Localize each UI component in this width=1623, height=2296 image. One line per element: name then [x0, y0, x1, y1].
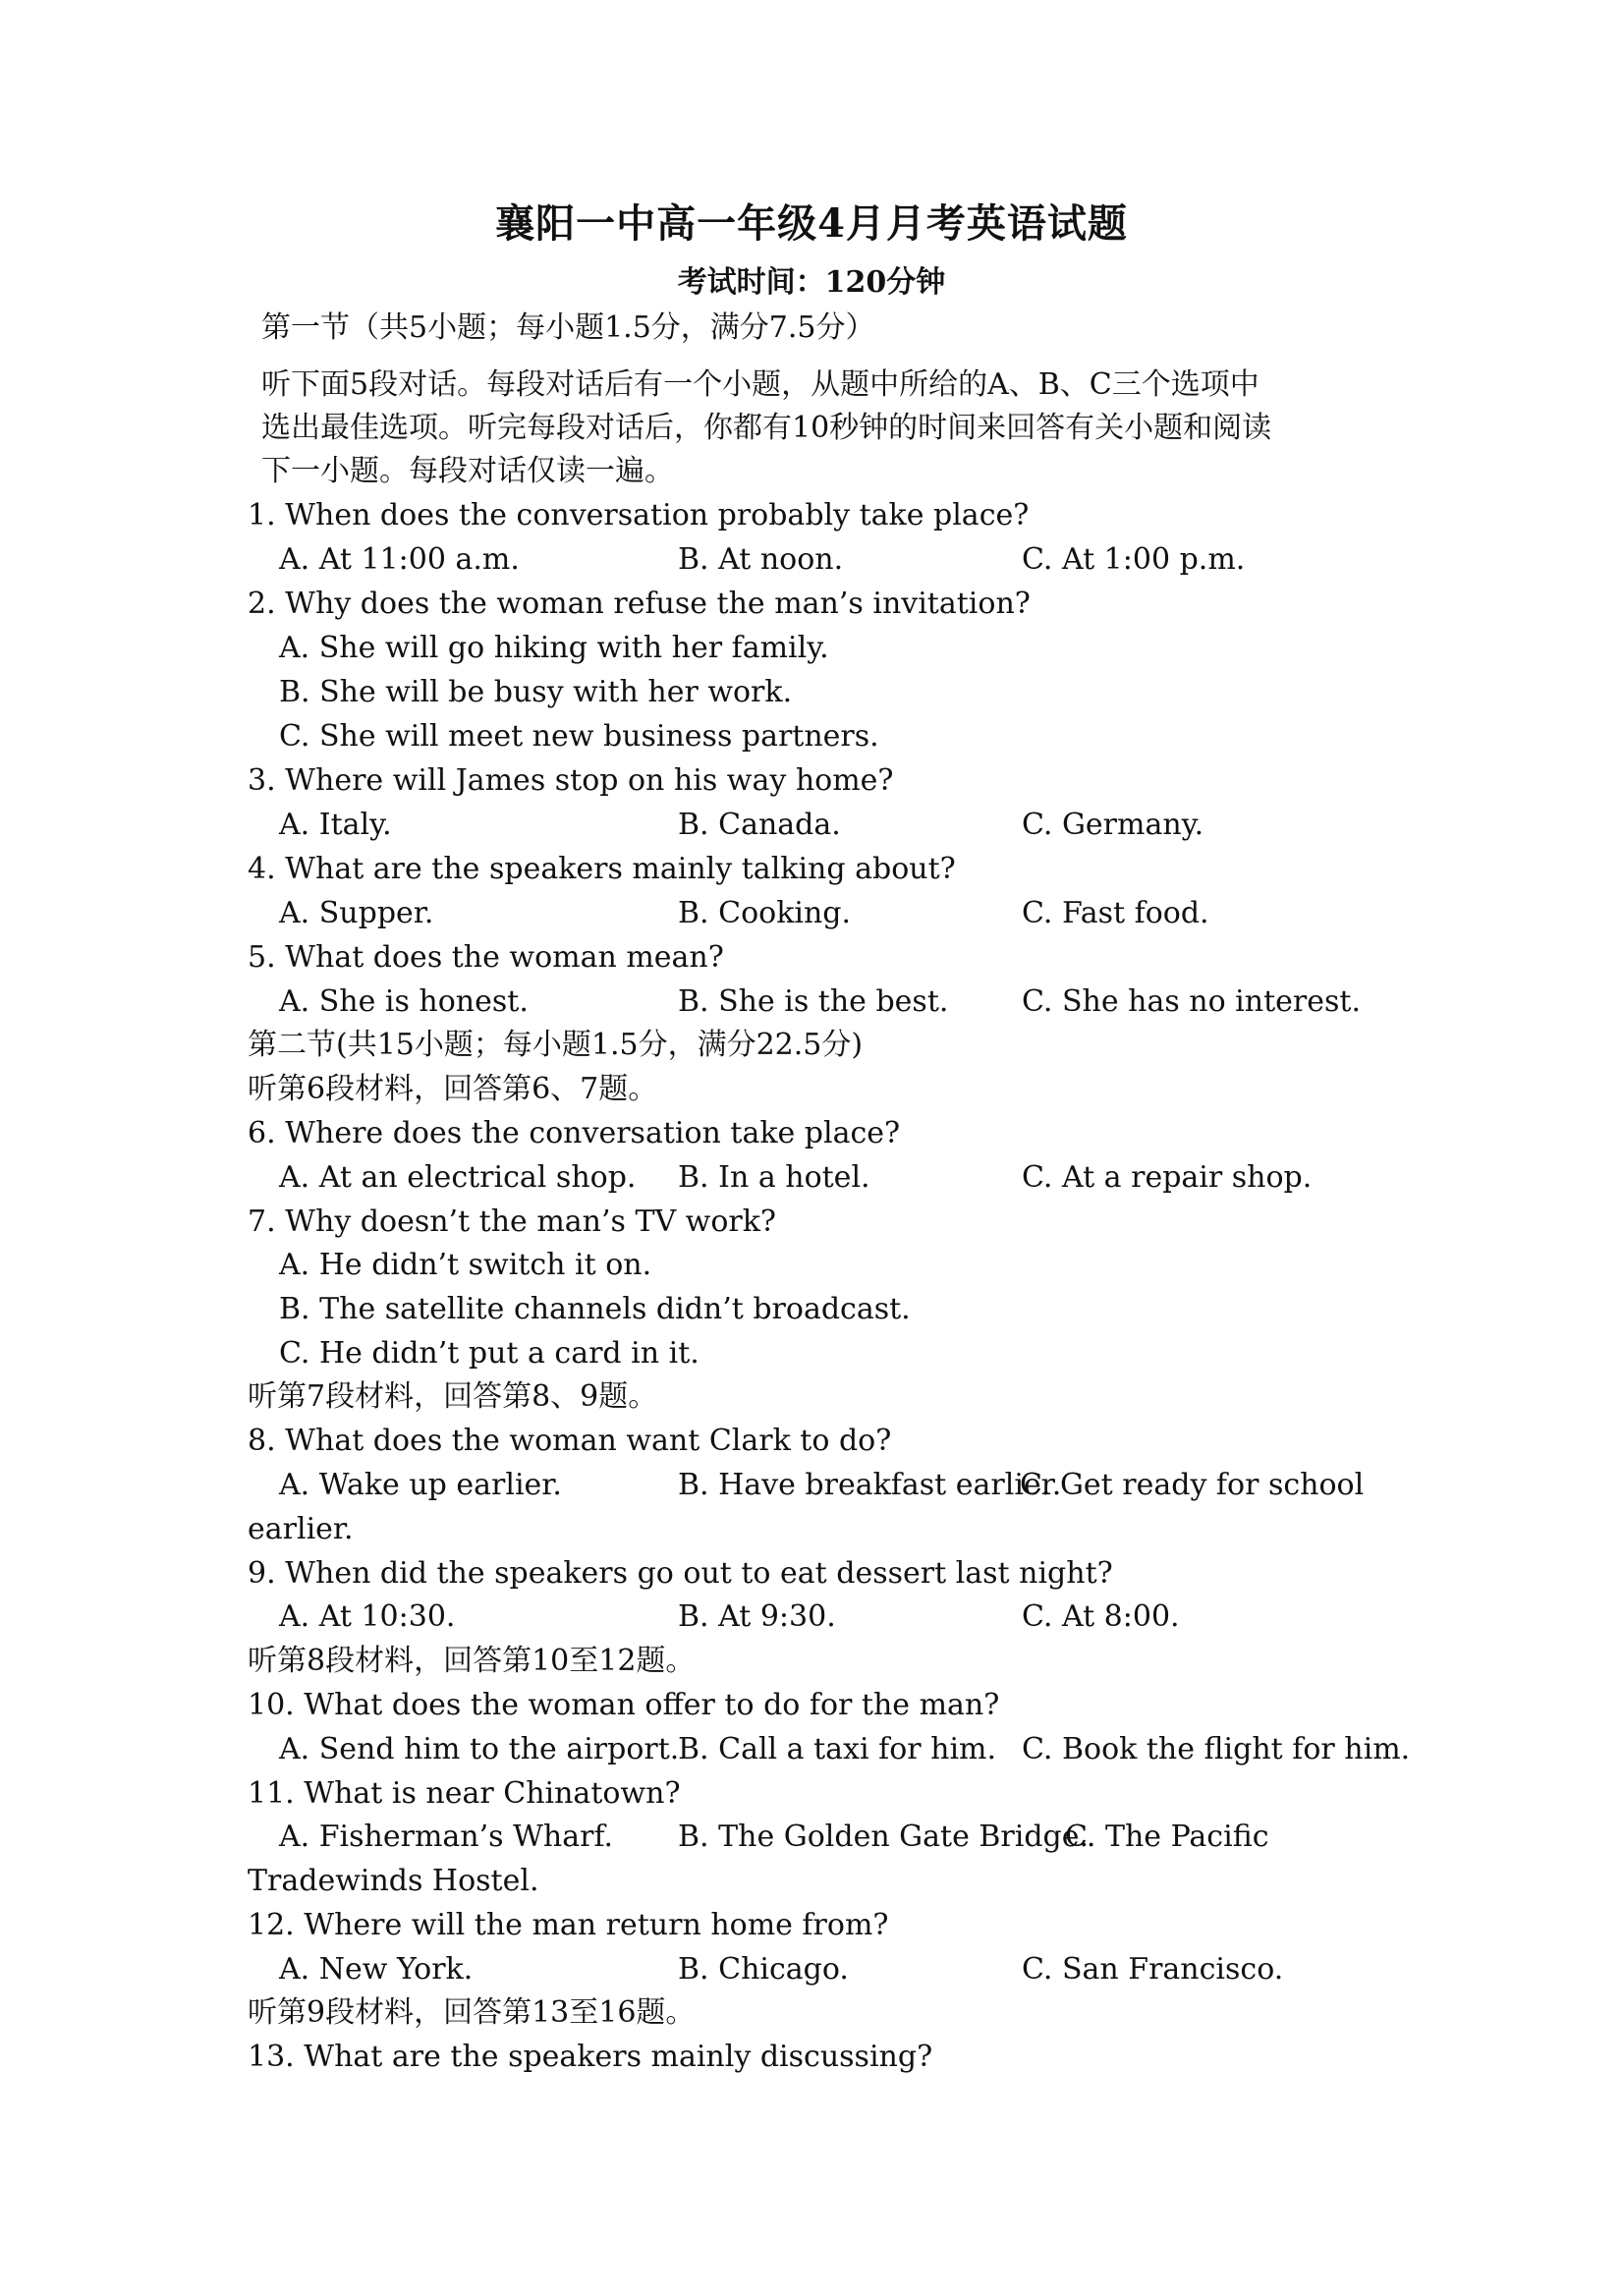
option-b: B. In a hotel. [678, 1160, 870, 1195]
question-stem: 2. Why does the woman refuse the man’s invitation? [248, 587, 1031, 621]
option-b: B. Call a taxi for him. [678, 1732, 997, 1766]
material-heading: 听第7段材料，回答第8、9题。 [248, 1379, 658, 1414]
section2-heading: 第二节(共15小题；每小题1.5分，满分22.5分) [248, 1028, 864, 1062]
option-a: A. Italy. [279, 808, 392, 842]
material-heading: 听第6段材料，回答第6、7题。 [248, 1072, 658, 1106]
question-stem: 12. Where will the man return home from? [248, 1908, 889, 1942]
instruction-line: 下一小题。每段对话仅读一遍。 [261, 454, 674, 488]
option-a: A. Fisherman’s Wharf. [279, 1820, 614, 1854]
option-c: C. Book the flight for him. [1022, 1732, 1411, 1766]
option-c: C. Get ready for school [1020, 1468, 1365, 1502]
question-stem: 6. Where does the conversation take place? [248, 1116, 901, 1150]
option-a: A. He didn’t switch it on. [279, 1248, 652, 1282]
option-c: C. The Pacific [1065, 1820, 1269, 1854]
exam-duration: 考试时间：120分钟 [677, 265, 946, 300]
material-heading: 听第9段材料，回答第13至16题。 [248, 1995, 696, 2030]
option-c-continued: Tradewinds Hostel. [248, 1864, 539, 1898]
option-c: C. San Francisco. [1022, 1952, 1284, 1987]
option-c: C. She will meet new business partners. [279, 719, 879, 754]
material-heading: 听第8段材料，回答第10至12题。 [248, 1644, 696, 1678]
option-a: A. New York. [279, 1952, 474, 1987]
option-c: C. At a repair shop. [1022, 1160, 1313, 1195]
question-stem: 4. What are the speakers mainly talking about? [248, 852, 956, 886]
option-b: B. Cooking. [678, 896, 852, 930]
option-a: A. Supper. [279, 896, 434, 930]
option-b: B. At 9:30. [678, 1599, 836, 1634]
option-b: B. The Golden Gate Bridge. [678, 1820, 1090, 1854]
option-b: B. She is the best. [678, 984, 949, 1019]
section1-heading: 第一节（共5小题；每小题1.5分，满分7.5分） [261, 310, 875, 345]
question-stem: 9. When did the speakers go out to eat dessert last night? [248, 1556, 1113, 1591]
question-stem: 11. What is near Chinatown? [248, 1776, 681, 1811]
option-b: B. Chicago. [678, 1952, 849, 1987]
option-c: C. Fast food. [1022, 896, 1209, 930]
option-c: C. At 8:00. [1022, 1599, 1180, 1634]
question-stem: 10. What does the woman offer to do for the man? [248, 1688, 1000, 1722]
question-stem: 13. What are the speakers mainly discussing? [248, 2040, 933, 2074]
option-c: C. Germany. [1022, 808, 1204, 842]
option-a: A. Wake up earlier. [279, 1468, 562, 1502]
option-b: B. The satellite channels didn’t broadcast. [279, 1292, 911, 1326]
option-b: B. Have breakfast earlier. [678, 1468, 1062, 1502]
option-c-continued: earlier. [248, 1512, 354, 1546]
option-c: C. At 1:00 p.m. [1022, 542, 1246, 577]
option-a: A. At 10:30. [279, 1599, 456, 1634]
question-stem: 3. Where will James stop on his way home? [248, 763, 894, 798]
instruction-line: 选出最佳选项。听完每段对话后，你都有10秒钟的时间来回答有关小题和阅读 [261, 411, 1272, 445]
option-a: A. Send him to the airport. [279, 1732, 680, 1766]
option-a: A. She will go hiking with her family. [279, 631, 829, 665]
option-a: A. At an electrical shop. [279, 1160, 637, 1195]
option-a: A. She is honest. [279, 984, 529, 1019]
question-stem: 8. What does the woman want Clark to do? [248, 1424, 892, 1458]
question-stem: 7. Why doesn’t the man’s TV work? [248, 1204, 777, 1239]
option-b: B. She will be busy with her work. [279, 675, 793, 709]
option-c: C. She has no interest. [1022, 984, 1361, 1019]
option-c: C. He didn’t put a card in it. [279, 1336, 700, 1371]
instruction-line: 听下面5段对话。每段对话后有一个小题，从题中所给的A、B、C三个选项中 [261, 367, 1259, 402]
option-a: A. At 11:00 a.m. [279, 542, 520, 577]
option-b: B. At noon. [678, 542, 844, 577]
question-stem: 1. When does the conversation probably take place? [248, 498, 1030, 532]
exam-title: 襄阳一中高一年级4月月考英语试题 [495, 200, 1128, 247]
question-stem: 5. What does the woman mean? [248, 940, 724, 975]
option-b: B. Canada. [678, 808, 841, 842]
